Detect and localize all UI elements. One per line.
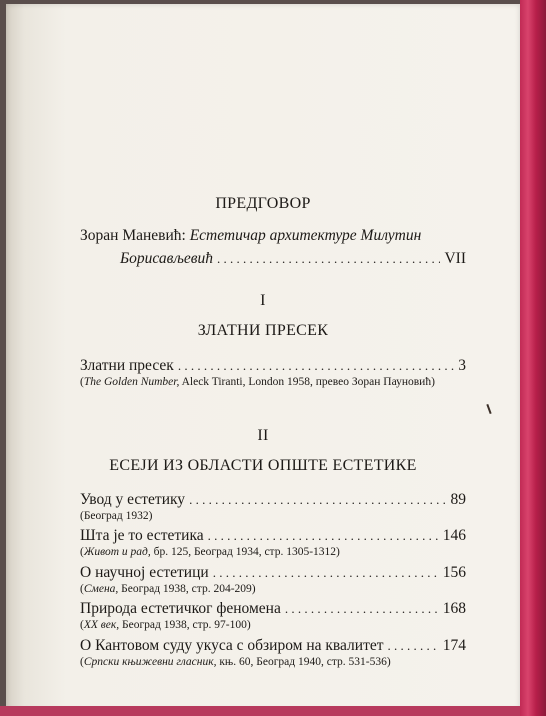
preface-heading: ПРЕДГОВОР: [215, 195, 311, 212]
source-details: Београд 1938, стр. 204-209): [118, 583, 256, 595]
book-cover-bottom: [0, 706, 520, 716]
entry-source: [80, 656, 466, 668]
entry-source: [80, 583, 466, 595]
source-open: (: [80, 619, 84, 631]
toc-entry-row: [80, 357, 466, 375]
leader-dots: [388, 638, 439, 654]
leader-dots: [213, 565, 439, 581]
source-title: XX век,: [83, 619, 120, 631]
page-number: 156: [442, 564, 466, 581]
entry-source: [80, 510, 466, 522]
source-details: Београд 1938, стр. 97-100): [119, 619, 251, 631]
entry-title: Увод у естетику: [80, 491, 186, 508]
source-open: (: [80, 656, 84, 668]
entry-title: Природа естетичког феномена: [80, 600, 281, 617]
part-1-numeral: I: [260, 292, 266, 309]
leader-dots: [189, 492, 446, 508]
source-open: (: [80, 546, 84, 558]
leader-dots: [285, 601, 439, 617]
preface-title-2: Борисављевић: [120, 250, 213, 267]
preface-line-2: [80, 250, 466, 268]
page-number: 168: [442, 600, 466, 617]
part-2-numeral: II: [257, 427, 269, 444]
preface-entry: [80, 227, 466, 268]
source-title: Смена,: [83, 583, 119, 595]
toc-entry: [80, 564, 466, 595]
book-cover-edge: [520, 0, 546, 716]
entry-source: [80, 546, 466, 558]
toc-entry: [80, 637, 466, 668]
entry-source: [80, 376, 466, 388]
source-details: Aleck Tiranti, London 1958, превео Зоран Пауновић): [179, 376, 435, 388]
source-title: Живот и рад,: [83, 546, 151, 558]
toc-entry-row: [80, 527, 466, 545]
toc-entry: [80, 491, 466, 522]
entry-title: Златни пресек: [80, 357, 174, 374]
leader-dots: [178, 358, 454, 374]
source-open: (Београд 1932): [80, 510, 153, 522]
preface-title-1: Естетичар архитектуре Милутин: [189, 227, 422, 244]
toc-entry-row: [80, 637, 466, 655]
entry-title: Шта је то естетика: [80, 527, 204, 544]
source-details: бр. 125, Београд 1934, стр. 1305-1312): [150, 546, 340, 558]
part-1-heading: ЗЛАТНИ ПРЕСЕК: [197, 322, 329, 339]
toc-entry: [80, 357, 466, 388]
preface-author: Зоран Маневић:: [80, 227, 186, 244]
toc-entry-row: [80, 491, 466, 509]
page-number: 3: [458, 357, 466, 374]
source-title: The Golden Number,: [83, 376, 180, 388]
entry-title: О Кантовом суду укуса с обзиром на квалитет: [80, 637, 384, 654]
preface-line-1: [80, 227, 466, 245]
page-number: VII: [444, 250, 466, 267]
source-title: Српски књижевни гласник,: [83, 656, 217, 668]
part-2-heading: ЕСЕЈИ ИЗ ОБЛАСТИ ОПШТЕ ЕСТЕТИКЕ: [109, 457, 417, 474]
source-details: књ. 60, Београд 1940, стр. 531-536): [216, 656, 391, 668]
source-open: (: [80, 376, 84, 388]
entry-title: О научној естетици: [80, 564, 209, 581]
page-number: 146: [442, 527, 466, 544]
source-open: (: [80, 583, 84, 595]
leader-dots: [217, 251, 440, 267]
entry-source: [80, 619, 466, 631]
toc-entry: [80, 527, 466, 558]
leader-dots: [208, 528, 439, 544]
toc-entry: [80, 600, 466, 631]
page-number: 89: [450, 491, 466, 508]
toc-entry-row: [80, 600, 466, 618]
toc-entry-row: [80, 564, 466, 582]
page-number: 174: [442, 637, 466, 654]
